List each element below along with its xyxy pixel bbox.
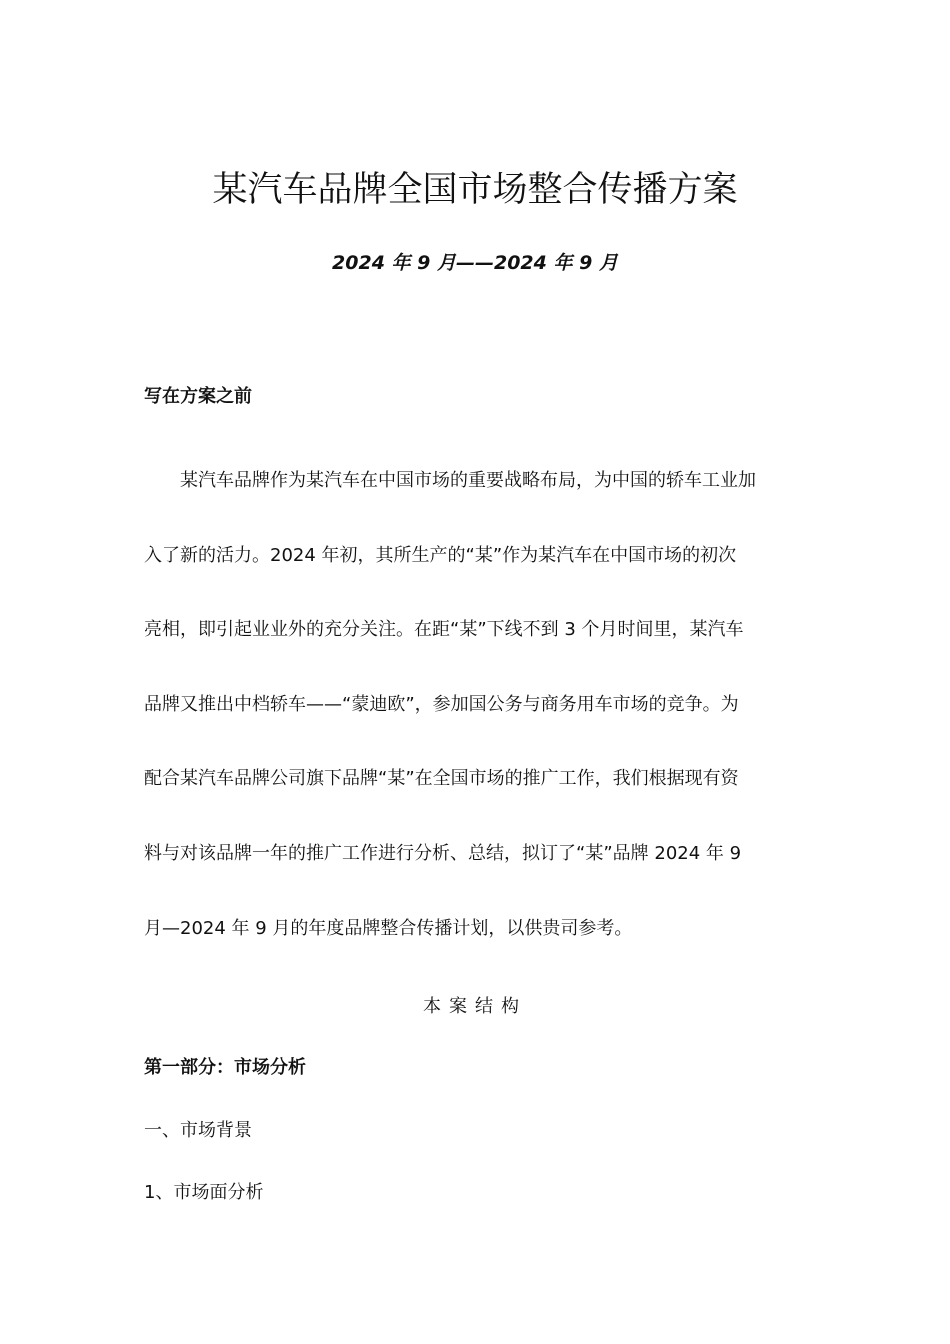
outline-item: 一、市场背景 — [144, 1120, 252, 1141]
preface-line: 亮相，即引起业业外的充分关注。在距“某”下线不到 3 个月时间里，某汽车 — [144, 619, 744, 641]
preface-line: 品牌又推出中档轿车——“蒙迪欧”，参加国公务与商务用车市场的竞争。为 — [144, 693, 739, 715]
structure-title: 本案结构 — [423, 996, 527, 1017]
outline-subitem: 1、市场面分析 — [144, 1182, 264, 1203]
preface-line: 配合某汽车品牌公司旗下品牌“某”在全国市场的推广工作，我们根据现有资 — [144, 768, 739, 790]
preface-line: 料与对该品牌一年的推广工作进行分析、总结，拟订了“某”品牌 2024 年 9 — [144, 842, 742, 864]
preface-heading: 写在方案之前 — [144, 386, 252, 407]
preface-line: 入了新的活力。2024 年初，其所生产的“某”作为某汽车在中国市场的初次 — [144, 544, 737, 566]
document-period: 2024 年 9 月——2024 年 9 月 — [332, 252, 618, 274]
preface-paragraph — [144, 444, 809, 966]
preface-line: 某汽车品牌作为某汽车在中国市场的重要战略布局，为中国的轿车工业加 — [180, 470, 756, 491]
preface-line: 月—2024 年 9 月的年度品牌整合传播计划，以供贵司参考。 — [144, 917, 633, 939]
part-one-heading: 第一部分：市场分析 — [144, 1057, 306, 1078]
document-title: 某汽车品牌全国市场整合传播方案 — [212, 170, 738, 210]
